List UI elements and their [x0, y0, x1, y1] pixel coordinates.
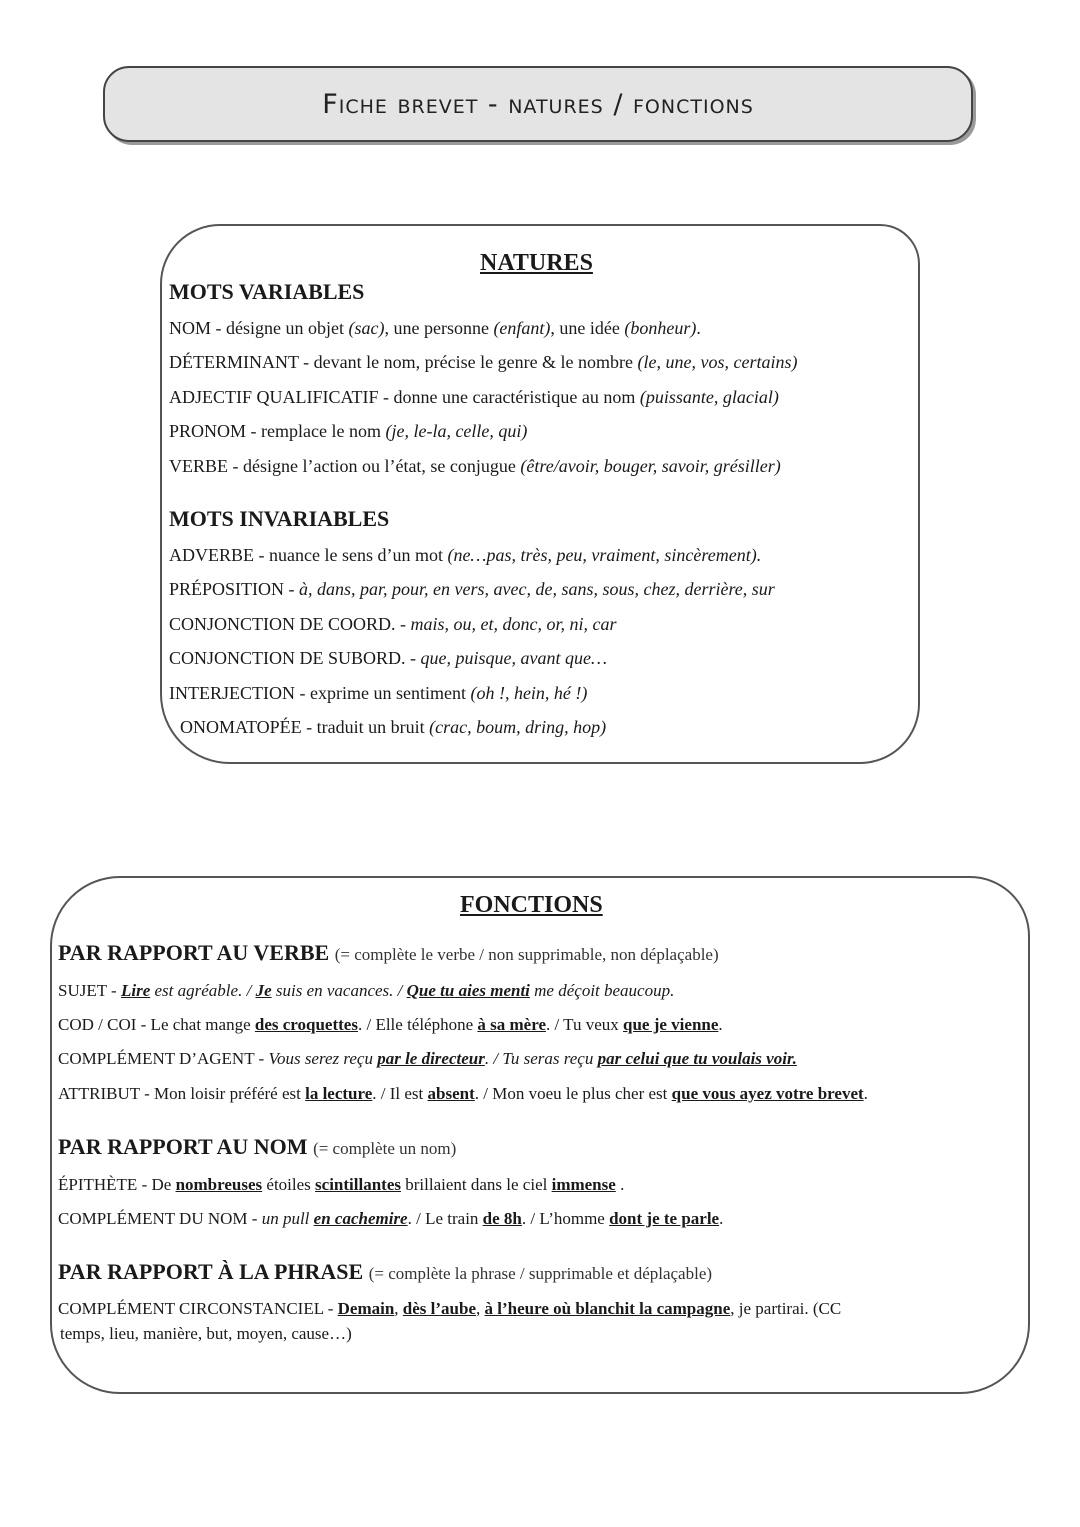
fonction-attribut: ATTRIBUT - Mon loisir préféré est la lecture. / Il est absent. / Mon voeu le plus cher est que vous ayez votre brevet.	[58, 1084, 868, 1103]
fonction-sujet: SUJET - Lire est agréable. / Je suis en vacances. / Que tu aies menti me déçoit beaucoup.	[58, 981, 675, 1000]
title-banner	[103, 66, 973, 142]
mots-invariables-title: MOTS INVARIABLES	[169, 506, 390, 531]
nature-nom: NOM - désigne un objet (sac), une personne (enfant), une idée (bonheur).	[169, 318, 701, 338]
nature-conj-subord: CONJONCTION DE SUBORD. - que, puisque, avant que…	[169, 648, 607, 668]
fonction-cod-coi: COD / COI - Le chat mange des croquettes. / Elle téléphone à sa mère. / Tu veux que je vienne.	[58, 1015, 723, 1034]
fonctions-heading: FONCTIONS	[460, 892, 603, 918]
nature-verbe: VERBE - désigne l’action ou l’état, se conjugue (être/avoir, bouger, savoir, grésiller)	[169, 456, 781, 476]
nature-determinant: DÉTERMINANT - devant le nom, précise le genre & le nombre (le, une, vos, certains)	[169, 352, 798, 372]
verbe-note: (= complète le verbe / non supprimable, non déplaçable)	[334, 945, 719, 964]
fonction-epithete: ÉPITHÈTE - De nombreuses étoiles scintillantes brillaient dans le ciel immense .	[58, 1175, 625, 1194]
phrase-title: PAR RAPPORT À LA PHRASE (= complète la phrase / supprimable et déplaçable)	[58, 1259, 713, 1284]
mots-variables-title: MOTS VARIABLES	[169, 279, 365, 304]
nature-adverbe: ADVERBE - nuance le sens d’un mot (ne…pas, très, peu, vraiment, sincèrement).	[169, 545, 762, 565]
nature-pronom: PRONOM - remplace le nom (je, le-la, celle, qui)	[169, 421, 528, 441]
phrase-note: (= complète la phrase / supprimable et déplaçable)	[368, 1264, 713, 1283]
nature-adjectif: ADJECTIF QUALIFICATIF - donne une caractéristique au nom (puissante, glacial)	[169, 387, 779, 407]
fonction-cc: COMPLÉMENT CIRCONSTANCIEL - Demain, dès l’aube, à l’heure où blanchit la campagne, je partirai. (CC	[58, 1299, 842, 1318]
fonction-complement-agent: COMPLÉMENT D’AGENT - Vous serez reçu par le directeur. / Tu seras reçu par celui que tu voulais voir.	[58, 1049, 797, 1068]
natures-heading: NATURES	[480, 250, 593, 276]
nature-interjection: INTERJECTION - exprime un sentiment (oh !, hein, hé !)	[169, 683, 588, 703]
verbe-title: PAR RAPPORT AU VERBE (= complète le verbe / non supprimable, non déplaçable)	[58, 940, 719, 965]
fonction-complement-du-nom: COMPLÉMENT DU NOM - un pull en cachemire. / Le train de 8h. / L’homme dont je te parle.	[58, 1209, 724, 1228]
nature-preposition: PRÉPOSITION - à, dans, par, pour, en vers, avec, de, sans, sous, chez, derrière, sur	[169, 579, 775, 599]
fonction-cc-suite: temps, lieu, manière, but, moyen, cause…)	[60, 1324, 352, 1343]
nom-note: (= complète un nom)	[313, 1139, 457, 1158]
nature-onomatopee: ONOMATOPÉE - traduit un bruit (crac, boum, dring, hop)	[180, 717, 607, 737]
page-title: Fiche brevet - natures / fonctions	[322, 88, 754, 120]
nom-title: PAR RAPPORT AU NOM (= complète un nom)	[58, 1134, 457, 1159]
nature-conj-coord: CONJONCTION DE COORD. - mais, ou, et, donc, or, ni, car	[169, 614, 617, 634]
